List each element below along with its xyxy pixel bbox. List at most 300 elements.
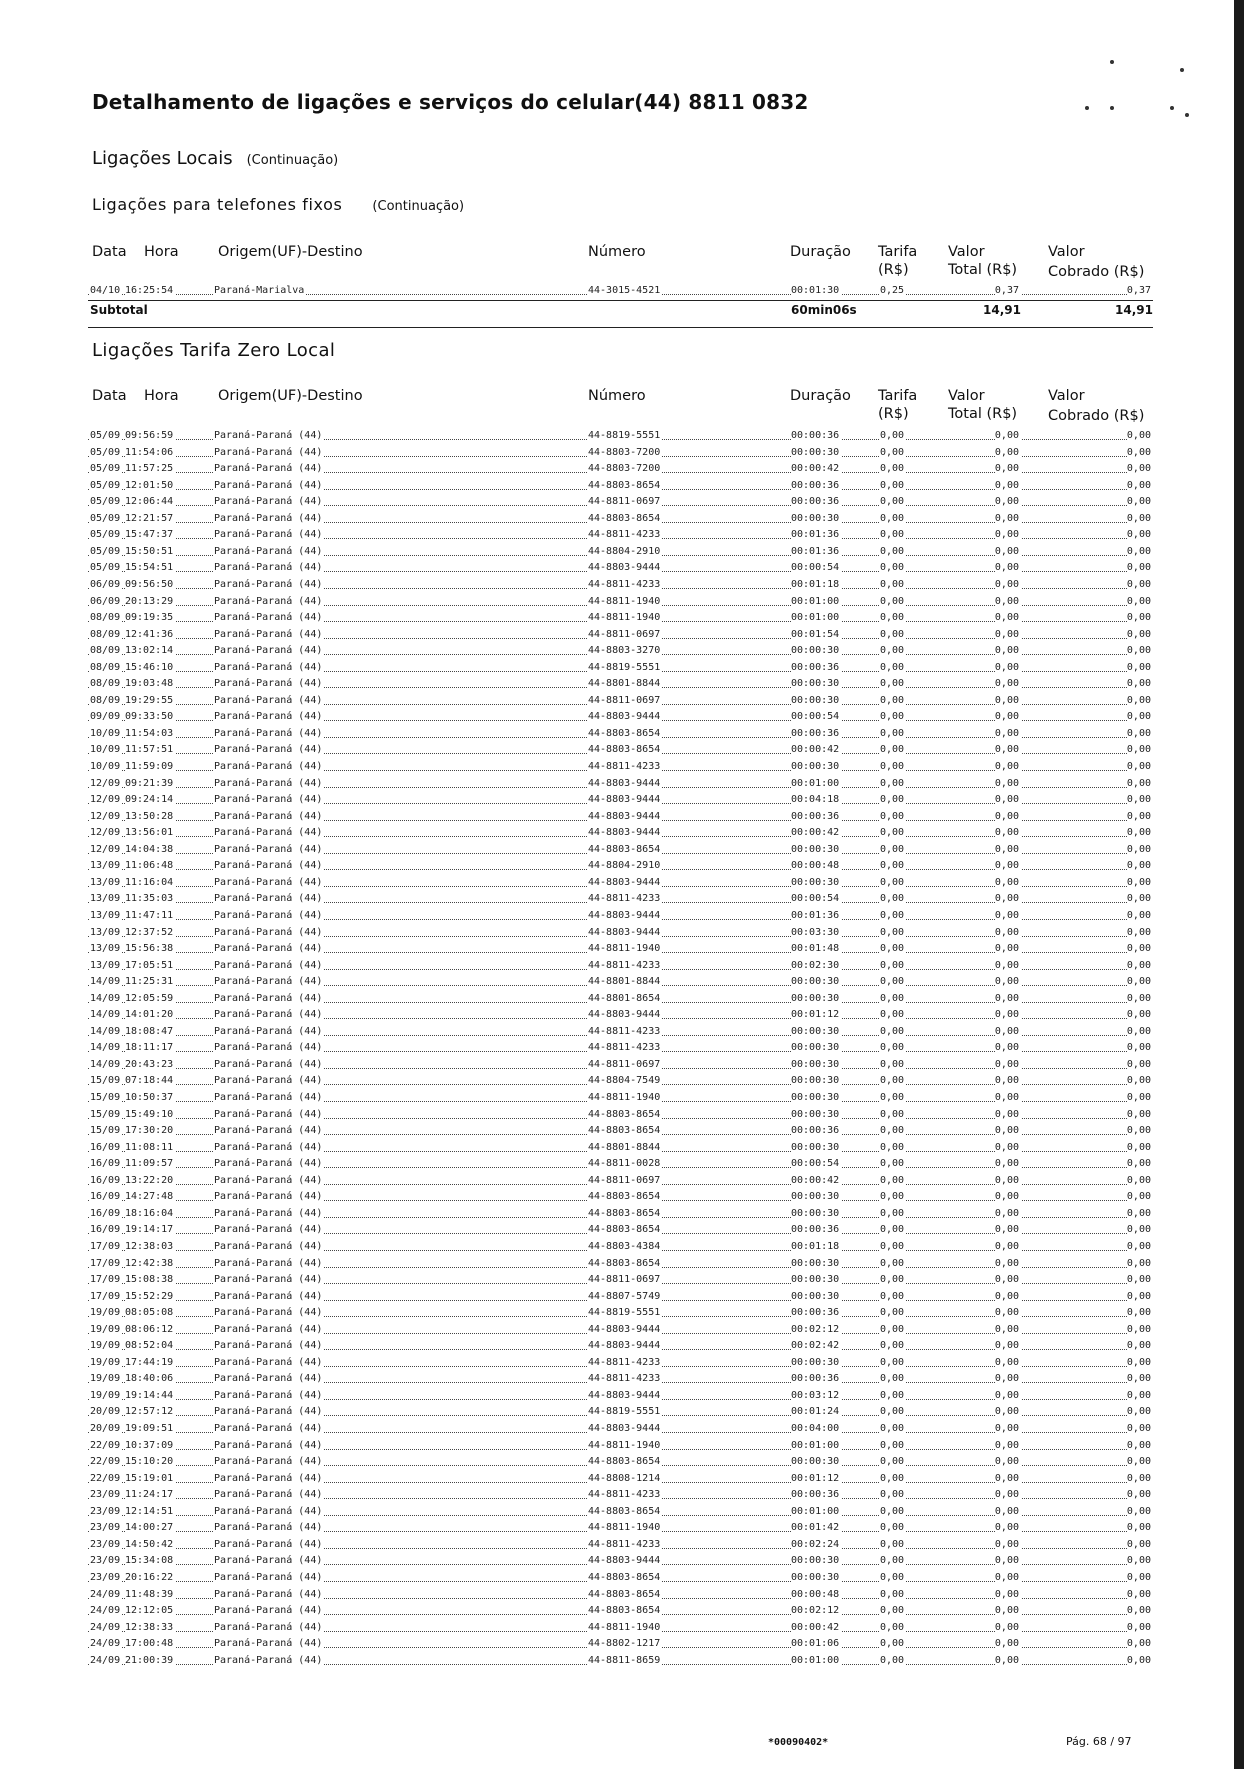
cell-time: 08:52:04 — [125, 1340, 174, 1352]
cell-total: 0,00 — [994, 1240, 1019, 1252]
cell-rate: 0,00 — [880, 1025, 905, 1037]
cell-number: 44-8803-8654 — [588, 512, 661, 524]
cell-charged: 0,00 — [1126, 1456, 1151, 1468]
cell-number: 44-8811-0697 — [588, 1274, 661, 1286]
cell-origin: Paraná-Paraná (44) — [214, 678, 323, 690]
cell-origin: Paraná-Paraná (44) — [214, 1240, 323, 1252]
cell-origin: Paraná-Paraná (44) — [214, 1439, 323, 1451]
cell-time: 11:35:03 — [125, 893, 174, 905]
cell-origin: Paraná-Paraná (44) — [214, 1207, 323, 1219]
cell-total: 0,00 — [994, 909, 1019, 921]
cell-date: 16/09 — [90, 1158, 121, 1170]
cell-rate: 0,00 — [880, 1605, 905, 1617]
cell-origin: Paraná-Paraná (44) — [214, 1472, 323, 1484]
cell-time: 12:12:05 — [125, 1605, 174, 1617]
cell-total: 0,00 — [994, 893, 1019, 905]
cell-number: 44-8811-1940 — [588, 612, 661, 624]
cell-total: 0,00 — [994, 1009, 1019, 1021]
table-row — [88, 1090, 1153, 1107]
cell-time: 18:16:04 — [125, 1207, 174, 1219]
cell-total: 0,00 — [994, 1158, 1019, 1170]
cell-rate: 0,00 — [880, 1456, 905, 1468]
cell-date: 08/09 — [90, 678, 121, 690]
cell-total: 0,00 — [994, 1307, 1019, 1319]
cell-duration: 00:01:12 — [791, 1472, 840, 1484]
cell-total: 0,00 — [994, 1373, 1019, 1385]
cell-total: 0,00 — [994, 496, 1019, 508]
cell-number: 44-8803-9444 — [588, 1009, 661, 1021]
cell-total: 0,00 — [994, 1555, 1019, 1567]
cell-rate: 0,00 — [880, 1472, 905, 1484]
cell-number: 44-8811-4233 — [588, 893, 661, 905]
cell-time: 13:02:14 — [125, 645, 174, 657]
cell-rate: 0,00 — [880, 562, 905, 574]
cell-date: 13/09 — [90, 943, 121, 955]
cell-date: 06/09 — [90, 595, 121, 607]
cell-origin: Paraná-Paraná (44) — [214, 463, 323, 475]
cell-duration: 00:00:30 — [791, 1108, 840, 1120]
cell-duration: 00:00:30 — [791, 1042, 840, 1054]
table-row — [88, 1388, 1153, 1405]
cell-time: 09:21:39 — [125, 777, 174, 789]
cell-rate: 0,00 — [880, 1174, 905, 1186]
cell-origin: Paraná-Paraná (44) — [214, 496, 323, 508]
cell-date: 12/09 — [90, 810, 121, 822]
cell-origin: Paraná-Paraná (44) — [214, 1505, 323, 1517]
cell-date: 14/09 — [90, 1058, 121, 1070]
cell-duration: 00:00:36 — [791, 496, 840, 508]
cell-charged: 0,00 — [1126, 661, 1151, 673]
cell-rate: 0,00 — [880, 1439, 905, 1451]
cell-rate: 0,00 — [880, 578, 905, 590]
cell-duration: 00:01:00 — [791, 777, 840, 789]
scan-speck — [1180, 68, 1184, 72]
cell-total: 0,00 — [994, 959, 1019, 971]
cell-rate: 0,00 — [880, 1323, 905, 1335]
col-number: Número — [588, 244, 646, 260]
cell-rate: 0,00 — [880, 1423, 905, 1434]
cell-duration: 00:00:36 — [791, 1489, 840, 1501]
cell-time: 19:03:48 — [125, 678, 174, 690]
cell-charged: 0,00 — [1126, 694, 1151, 706]
cell-rate: 0,00 — [880, 645, 905, 657]
cell-rate: 0,00 — [880, 661, 905, 673]
cell-time: 19:14:44 — [125, 1389, 174, 1401]
cell-date: 08/09 — [90, 645, 121, 657]
cell-charged: 0,00 — [1126, 909, 1151, 921]
cell-rate: 0,00 — [880, 694, 905, 706]
table-row — [88, 792, 1153, 809]
cell-origin: Paraná-Paraná (44) — [214, 777, 323, 789]
cell-total: 0,00 — [994, 1274, 1019, 1286]
cell-date: 14/09 — [90, 1025, 121, 1037]
cell-date: 19/09 — [90, 1356, 121, 1368]
cell-time: 17:30:20 — [125, 1125, 174, 1137]
cell-date: 13/09 — [90, 860, 121, 872]
cell-rate: 0,00 — [880, 1406, 905, 1418]
table-row — [88, 1338, 1153, 1355]
cell-duration: 00:01:48 — [791, 943, 840, 955]
table-row — [88, 875, 1153, 892]
cell-total: 0,00 — [994, 1340, 1019, 1352]
cell-rate: 0,00 — [880, 1125, 905, 1137]
cell-time: 20:13:29 — [125, 595, 174, 607]
cell-number: 44-8811-4233 — [588, 1042, 661, 1054]
cell-charged: 0,00 — [1126, 1240, 1151, 1252]
cell-duration: 00:00:30 — [791, 1290, 840, 1302]
cell-charged: 0,00 — [1126, 1423, 1151, 1434]
cell-number: 44-8811-1940 — [588, 943, 661, 955]
cell-rate: 0,00 — [880, 959, 905, 971]
table-row — [88, 908, 1153, 925]
cell-date: 13/09 — [90, 926, 121, 938]
cell-number: 44-8811-4233 — [588, 1489, 661, 1501]
cell-number: 44-8803-9444 — [588, 827, 661, 839]
cell-time: 11:57:51 — [125, 744, 174, 756]
cell-total: 0,00 — [994, 1058, 1019, 1070]
cell-number: 44-8801-8844 — [588, 678, 661, 690]
cell-origin: Paraná-Paraná (44) — [214, 1174, 323, 1186]
cell-duration: 00:01:00 — [791, 595, 840, 607]
cell-number: 44-8803-9444 — [588, 777, 661, 789]
cell-number: 44-8807-5749 — [588, 1290, 661, 1302]
cell-rate: 0,00 — [880, 1191, 905, 1203]
cell-number: 44-8803-8654 — [588, 1224, 661, 1236]
cell-number: 44-3015-4521 — [588, 285, 661, 296]
cell-date: 12/09 — [90, 843, 121, 855]
cell-rate: 0,00 — [880, 1141, 905, 1153]
table-row — [88, 825, 1153, 842]
cell-duration: 00:00:30 — [791, 1058, 840, 1070]
cell-total: 0,00 — [994, 1207, 1019, 1219]
cell-total: 0,00 — [994, 1174, 1019, 1186]
table-row — [88, 527, 1153, 544]
cell-total: 0,00 — [994, 529, 1019, 541]
table-row — [88, 428, 1153, 445]
cell-duration: 00:00:54 — [791, 893, 840, 905]
cell-number: 44-8803-9444 — [588, 876, 661, 888]
cell-duration: 00:00:54 — [791, 562, 840, 574]
cell-charged: 0,00 — [1126, 827, 1151, 839]
cell-rate: 0,00 — [880, 761, 905, 772]
cell-date: 05/09 — [90, 496, 121, 508]
cell-origin: Paraná-Paraná (44) — [214, 612, 323, 624]
table-row — [88, 544, 1153, 561]
cell-time: 12:37:52 — [125, 926, 174, 938]
cell-duration: 00:01:00 — [791, 1505, 840, 1517]
cell-number: 44-8802-1217 — [588, 1638, 661, 1650]
subsection-title: Ligações para telefones fixos — [92, 195, 343, 214]
cell-total: 0,00 — [994, 860, 1019, 872]
cell-number: 44-8811-4233 — [588, 1373, 661, 1385]
cell-time: 15:56:38 — [125, 943, 174, 955]
cell-rate: 0,00 — [880, 727, 905, 739]
cell-time: 11:59:09 — [125, 761, 174, 772]
table-row — [88, 1123, 1153, 1140]
cell-date: 19/09 — [90, 1307, 121, 1319]
cell-time: 19:14:17 — [125, 1224, 174, 1236]
cell-rate: 0,00 — [880, 1638, 905, 1650]
cell-time: 18:40:06 — [125, 1373, 174, 1385]
cell-date: 16/09 — [90, 1191, 121, 1203]
cell-charged: 0,00 — [1126, 1158, 1151, 1170]
cell-origin: Paraná-Paraná (44) — [214, 1571, 323, 1583]
cell-date: 12/09 — [90, 827, 121, 839]
cell-number: 44-8803-9444 — [588, 1555, 661, 1567]
cell-total: 0,00 — [994, 794, 1019, 806]
cell-date: 05/09 — [90, 479, 121, 491]
cell-rate: 0,00 — [880, 1092, 905, 1103]
cell-duration: 00:00:36 — [791, 479, 840, 491]
table-row — [88, 809, 1153, 826]
cell-rate: 0,00 — [880, 463, 905, 475]
cell-duration: 00:01:54 — [791, 628, 840, 640]
cell-origin: Paraná-Paraná (44) — [214, 446, 323, 458]
scan-speck — [1185, 113, 1189, 117]
cell-origin: Paraná-Paraná (44) — [214, 1125, 323, 1137]
cell-total: 0,00 — [994, 976, 1019, 988]
cell-total: 0,37 — [994, 285, 1019, 296]
cell-number: 44-8811-0697 — [588, 694, 661, 706]
cell-number: 44-8801-8654 — [588, 992, 661, 1004]
cell-number: 44-8819-5551 — [588, 661, 661, 673]
cell-date: 15/09 — [90, 1075, 121, 1087]
cell-duration: 00:00:30 — [791, 1207, 840, 1219]
cell-number: 44-8811-1940 — [588, 1092, 661, 1103]
cell-time: 19:09:51 — [125, 1423, 174, 1434]
cell-origin: Paraná-Paraná (44) — [214, 992, 323, 1004]
cell-rate: 0,00 — [880, 1571, 905, 1583]
cell-date: 17/09 — [90, 1274, 121, 1286]
cell-duration: 00:01:00 — [791, 612, 840, 624]
cell-time: 11:16:04 — [125, 876, 174, 888]
cell-date: 17/09 — [90, 1257, 121, 1269]
cell-time: 21:00:39 — [125, 1654, 174, 1666]
table-row — [88, 726, 1153, 743]
cell-origin: Paraná-Paraná (44) — [214, 1075, 323, 1087]
cell-duration: 00:01:36 — [791, 545, 840, 557]
cell-number: 44-8811-1940 — [588, 1439, 661, 1451]
cell-total: 0,00 — [994, 727, 1019, 739]
col-total: Valor Total (R$) — [948, 244, 1018, 278]
cell-time: 14:04:38 — [125, 843, 174, 855]
cell-number: 44-8811-8659 — [588, 1654, 661, 1666]
cell-charged: 0,00 — [1126, 1555, 1151, 1567]
cell-number: 44-8803-9444 — [588, 794, 661, 806]
cell-origin: Paraná-Paraná (44) — [214, 1224, 323, 1236]
cell-total: 0,00 — [994, 1588, 1019, 1600]
cell-duration: 00:01:12 — [791, 1009, 840, 1021]
cell-origin: Paraná-Paraná (44) — [214, 628, 323, 640]
table-row — [88, 974, 1153, 991]
table-row — [88, 1371, 1153, 1388]
cell-number: 44-8803-9444 — [588, 810, 661, 822]
table-row — [88, 610, 1153, 627]
subtotal-total: 14,91 — [983, 303, 1021, 317]
cell-duration: 00:00:30 — [791, 761, 840, 772]
cell-number: 44-8803-8654 — [588, 1257, 661, 1269]
cell-charged: 0,00 — [1126, 711, 1151, 723]
cell-time: 10:37:09 — [125, 1439, 174, 1451]
cell-date: 19/09 — [90, 1373, 121, 1385]
col-time: Hora — [144, 244, 179, 260]
col-origin: Origem(UF)-Destino — [218, 244, 363, 260]
table-row — [88, 577, 1153, 594]
cell-total: 0,00 — [994, 1638, 1019, 1650]
cell-time: 09:19:35 — [125, 612, 174, 624]
cell-number: 44-8803-9444 — [588, 909, 661, 921]
cell-charged: 0,00 — [1126, 1125, 1151, 1137]
table-row — [88, 1520, 1153, 1537]
cell-time: 16:25:54 — [125, 285, 174, 296]
cell-duration: 00:00:30 — [791, 446, 840, 458]
cell-charged: 0,00 — [1126, 628, 1151, 640]
cell-date: 20/09 — [90, 1423, 121, 1434]
cell-number: 44-8803-7200 — [588, 463, 661, 475]
cell-number: 44-8803-8654 — [588, 1125, 661, 1137]
cell-number: 44-8819-5551 — [588, 430, 661, 441]
cell-charged: 0,37 — [1126, 285, 1151, 296]
cell-date: 09/09 — [90, 711, 121, 723]
table-row — [88, 283, 1153, 300]
cell-number: 44-8803-4384 — [588, 1240, 661, 1252]
cell-number: 44-8803-9444 — [588, 1323, 661, 1335]
cell-total: 0,00 — [994, 612, 1019, 624]
col-rate: Tarifa (R$) — [878, 244, 918, 278]
cell-origin: Paraná-Paraná (44) — [214, 661, 323, 673]
cell-number: 44-8803-8654 — [588, 1108, 661, 1120]
cell-charged: 0,00 — [1126, 1489, 1151, 1501]
cell-charged: 0,00 — [1126, 1141, 1151, 1153]
cell-duration: 00:01:24 — [791, 1406, 840, 1418]
page-title: Detalhamento de ligações e serviços do celular(44) 8811 0832 — [92, 90, 809, 114]
cell-total: 0,00 — [994, 1125, 1019, 1137]
cell-total: 0,00 — [994, 1605, 1019, 1617]
cell-duration: 00:00:30 — [791, 1356, 840, 1368]
cell-date: 08/09 — [90, 661, 121, 673]
cell-date: 05/09 — [90, 562, 121, 574]
cell-charged: 0,00 — [1126, 529, 1151, 541]
cell-duration: 00:00:30 — [791, 1274, 840, 1286]
cell-time: 12:42:38 — [125, 1257, 174, 1269]
cell-duration: 00:01:06 — [791, 1638, 840, 1650]
cell-charged: 0,00 — [1126, 545, 1151, 557]
cell-charged: 0,00 — [1126, 1588, 1151, 1600]
cell-duration: 00:00:42 — [791, 1621, 840, 1633]
cell-origin: Paraná-Paraná (44) — [214, 430, 323, 441]
cell-number: 44-8803-8654 — [588, 1191, 661, 1203]
col-charged: Valor Cobrado (R$) — [1048, 388, 1145, 424]
cell-rate: 0,00 — [880, 1290, 905, 1302]
cell-time: 15:08:38 — [125, 1274, 174, 1286]
table-row — [88, 1471, 1153, 1488]
cell-origin: Paraná-Paraná (44) — [214, 926, 323, 938]
table-row — [88, 461, 1153, 478]
cell-rate: 0,00 — [880, 1621, 905, 1633]
cell-origin: Paraná-Paraná (44) — [214, 578, 323, 590]
cell-time: 15:50:51 — [125, 545, 174, 557]
cell-duration: 00:00:54 — [791, 711, 840, 723]
col-origin: Origem(UF)-Destino — [218, 388, 363, 404]
cell-date: 23/09 — [90, 1522, 121, 1534]
cell-time: 09:24:14 — [125, 794, 174, 806]
cell-origin: Paraná-Paraná (44) — [214, 595, 323, 607]
cell-origin: Paraná-Paraná (44) — [214, 645, 323, 657]
cell-date: 12/09 — [90, 777, 121, 789]
cell-number: 44-8803-8654 — [588, 1505, 661, 1517]
table-row — [88, 1057, 1153, 1074]
cell-date: 05/09 — [90, 430, 121, 441]
cell-number: 44-8811-1940 — [588, 595, 661, 607]
cell-number: 44-8803-9444 — [588, 711, 661, 723]
cell-total: 0,00 — [994, 926, 1019, 938]
cell-number: 44-8811-0028 — [588, 1158, 661, 1170]
cell-time: 12:41:36 — [125, 628, 174, 640]
cell-time: 14:27:48 — [125, 1191, 174, 1203]
cell-duration: 00:00:30 — [791, 876, 840, 888]
cell-duration: 00:02:42 — [791, 1340, 840, 1352]
cell-duration: 00:00:30 — [791, 976, 840, 988]
table-row — [88, 494, 1153, 511]
cell-number: 44-8803-8654 — [588, 479, 661, 491]
cell-charged: 0,00 — [1126, 1571, 1151, 1583]
cell-rate: 0,00 — [880, 612, 905, 624]
cell-total: 0,00 — [994, 678, 1019, 690]
cell-number: 44-8811-1940 — [588, 1621, 661, 1633]
table-row — [88, 1007, 1153, 1024]
cell-rate: 0,00 — [880, 1307, 905, 1319]
table-row — [88, 1140, 1153, 1157]
cell-total: 0,00 — [994, 810, 1019, 822]
cell-time: 11:57:25 — [125, 463, 174, 475]
cell-number: 44-8803-9444 — [588, 562, 661, 574]
cell-total: 0,00 — [994, 1191, 1019, 1203]
cell-rate: 0,00 — [880, 1009, 905, 1021]
cell-charged: 0,00 — [1126, 727, 1151, 739]
cell-total: 0,00 — [994, 1538, 1019, 1550]
cell-time: 15:19:01 — [125, 1472, 174, 1484]
cell-duration: 00:01:36 — [791, 909, 840, 921]
subtotal-label: Subtotal — [90, 303, 148, 317]
cell-number: 44-8803-8654 — [588, 1207, 661, 1219]
table-row — [88, 693, 1153, 710]
cell-time: 11:47:11 — [125, 909, 174, 921]
cell-number: 44-8803-7200 — [588, 446, 661, 458]
cell-time: 12:01:50 — [125, 479, 174, 491]
cell-total: 0,00 — [994, 777, 1019, 789]
cell-total: 0,00 — [994, 463, 1019, 475]
cell-time: 13:22:20 — [125, 1174, 174, 1186]
cell-total: 0,00 — [994, 446, 1019, 458]
cell-rate: 0,00 — [880, 1356, 905, 1368]
cell-duration: 00:00:42 — [791, 463, 840, 475]
cell-origin: Paraná-Paraná (44) — [214, 1406, 323, 1418]
cell-rate: 0,00 — [880, 909, 905, 921]
cell-origin: Paraná-Paraná (44) — [214, 711, 323, 723]
cell-total: 0,00 — [994, 1075, 1019, 1087]
table-row — [88, 709, 1153, 726]
table-row — [88, 1272, 1153, 1289]
cell-origin: Paraná-Paraná (44) — [214, 1638, 323, 1650]
cell-rate: 0,00 — [880, 1158, 905, 1170]
cell-total: 0,00 — [994, 1356, 1019, 1368]
cell-total: 0,00 — [994, 1472, 1019, 1484]
subtotal-duration: 60min06s — [791, 303, 857, 317]
cell-rate: 0,00 — [880, 827, 905, 839]
cell-duration: 00:00:36 — [791, 1307, 840, 1319]
table-row — [88, 925, 1153, 942]
cell-time: 13:50:28 — [125, 810, 174, 822]
